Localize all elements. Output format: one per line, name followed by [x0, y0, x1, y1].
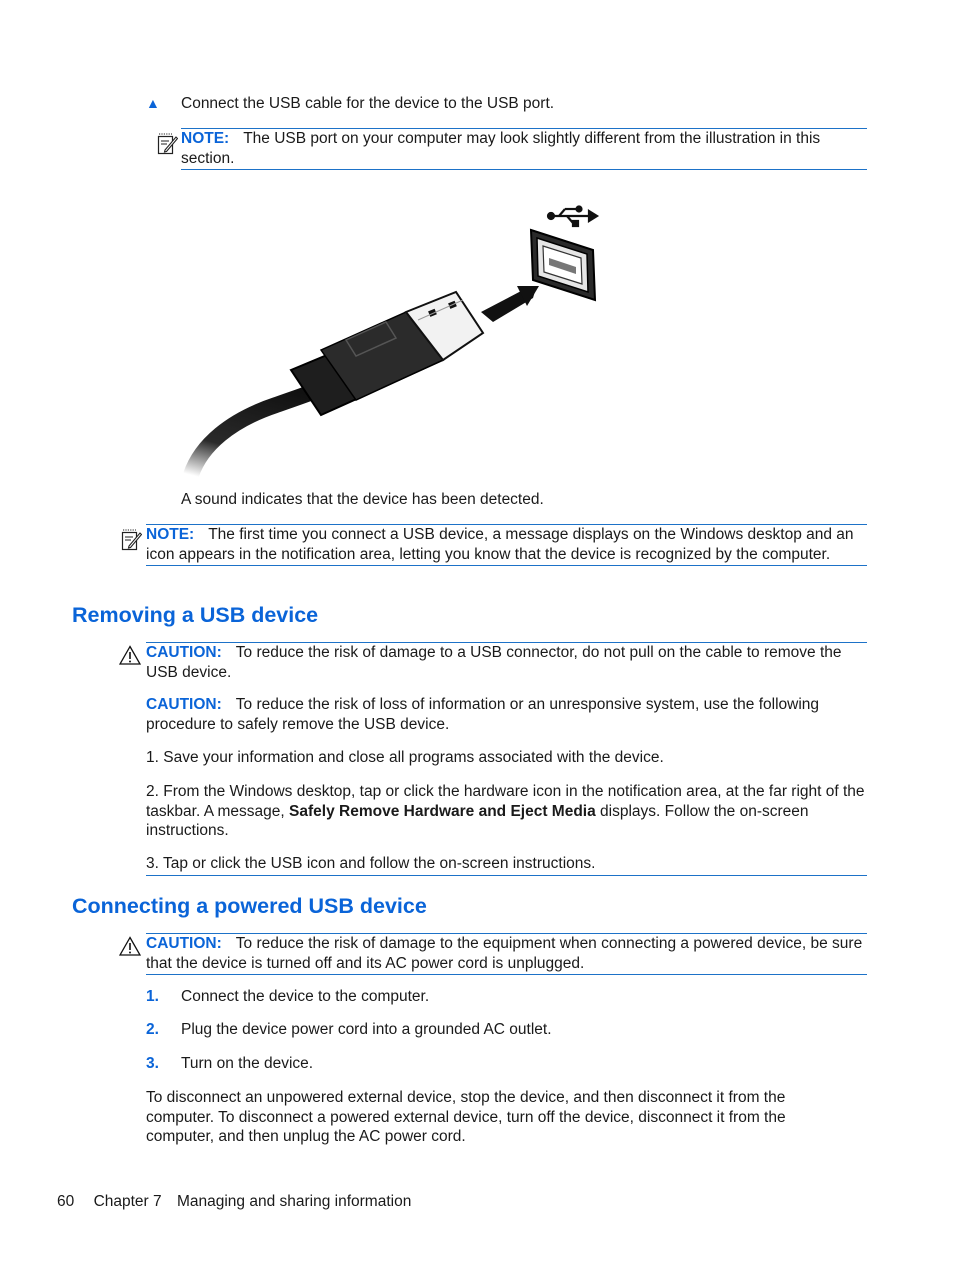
- usb-port-icon: [531, 230, 595, 300]
- sound-text: A sound indicates that the device has been detected.: [181, 491, 544, 508]
- note-text: The first time you connect a USB device, a message displays on the Windows desktop and an icon appears in the notification area, letting you know that the device is recognized by the computer.: [146, 526, 854, 563]
- step2-post: displays. Follow the on-screen instructions.: [146, 802, 809, 839]
- remove-step-3: [146, 854, 867, 876]
- step2-pre: 2. From the Windows desktop, tap or click the hardware icon in the notification area, at the far right of the taskbar. A message,: [146, 783, 865, 820]
- note-label: NOTE:: [181, 130, 230, 147]
- note-text: The USB port on your computer may look slightly different from the illustration in this section.: [181, 130, 821, 167]
- usb-symbol-icon: [548, 207, 597, 227]
- note-icon: [120, 527, 142, 551]
- caution-box-2: [146, 695, 867, 734]
- arrow-icon: [481, 286, 539, 322]
- caution-box-1: [146, 642, 867, 682]
- section-title-powered: Connecting a powered USB device: [72, 894, 427, 918]
- usb-illustration: [181, 200, 611, 480]
- page-number: 60: [57, 1193, 75, 1210]
- page-footer: [57, 1192, 411, 1212]
- caution-icon: [119, 645, 141, 665]
- caution-text: To reduce the risk of damage to the equipment when connecting a powered device, be sure that the device is turned off and its AC power cord is unplugged.: [146, 935, 863, 972]
- caution-icon: [119, 936, 141, 956]
- step-number: 2.: [146, 1021, 159, 1038]
- chapter-label: Chapter 7: [93, 1193, 162, 1210]
- usb-plug-icon: [291, 292, 483, 415]
- note-box-2: [146, 524, 867, 566]
- step-text: Connect the device to the computer.: [181, 988, 430, 1005]
- caution-text: To reduce the risk of damage to a USB connector, do not pull on the cable to remove the USB device.: [146, 644, 842, 681]
- note-icon: [156, 131, 178, 155]
- remove-step-2: [146, 782, 867, 841]
- caution-label: CAUTION:: [146, 935, 222, 952]
- step-number: 1.: [146, 988, 159, 1005]
- step2-bold: Safely Remove Hardware and Eject Media: [289, 802, 596, 820]
- note-label: NOTE:: [146, 526, 195, 543]
- step3-text: 3. Tap or click the USB icon and follow the on-screen instructions.: [146, 855, 596, 872]
- step-number: 3.: [146, 1055, 159, 1072]
- caution-label: CAUTION:: [146, 644, 222, 661]
- caution-label: CAUTION:: [146, 696, 222, 713]
- caution-box-3: [146, 933, 867, 975]
- remove-step-1: 1. Save your information and close all programs associated with the device.: [146, 749, 664, 766]
- step-text: Connect the USB cable for the device to the USB port.: [181, 95, 555, 112]
- triangle-bullet-icon: ▲: [146, 95, 160, 111]
- caution-text: To reduce the risk of loss of information or an unresponsive system, use the following procedure to safely remove the USB device.: [146, 696, 820, 733]
- closing-paragraph: To disconnect an unpowered external device, stop the device, and then disconnect it from the computer. To disconnect a powered external device, turn off the device, disconnect it from the computer, and then unplug the AC power cord.: [146, 1089, 786, 1145]
- note-box-1: [181, 128, 867, 170]
- chapter-title: Managing and sharing information: [176, 1193, 412, 1210]
- section-title-removing: Removing a USB device: [72, 603, 319, 627]
- step-text: Turn on the device.: [181, 1055, 314, 1072]
- usb-plug-into-port-illustration: [181, 200, 611, 480]
- step-text: Plug the device power cord into a grounded AC outlet.: [181, 1021, 552, 1038]
